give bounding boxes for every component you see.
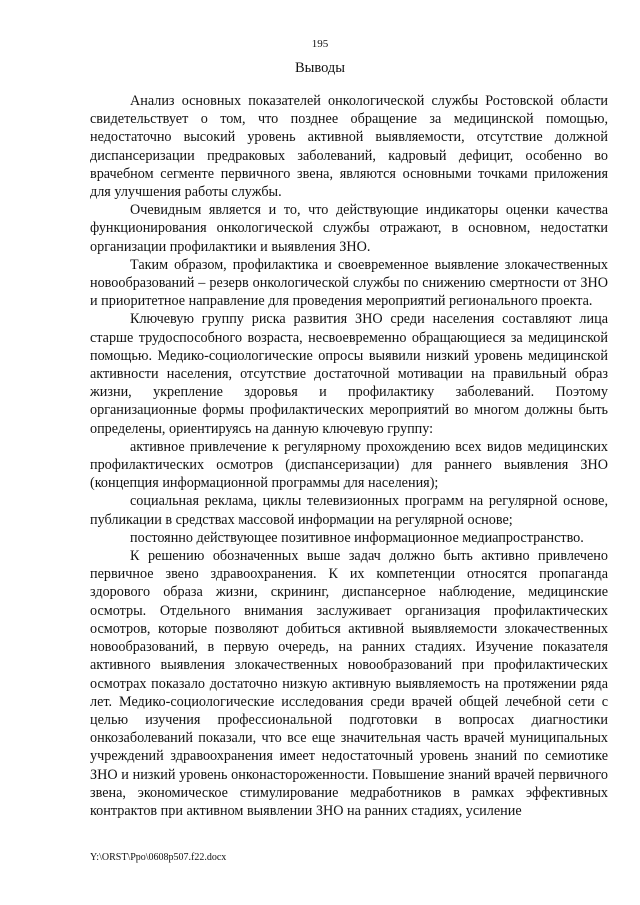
paragraph: Очевидным является и то, что действующие индикаторы оценки качества функционирования онкологической службы отражают, в основном, недостатки организации профилактики и выявления ЗНО.	[90, 202, 608, 255]
document-body	[90, 92, 608, 820]
page-number: 195	[311, 38, 329, 50]
paragraph: Таким образом, профилактика и своевременное выявление злокачественных новообразований – резерв онкологической службы по снижению смертности от ЗНО и приоритетное направление для проведения мероприятий регионального проекта.	[90, 256, 608, 310]
footer-file-path: Y:\ORST\Ppo\0608p507.f22.docx	[90, 852, 227, 863]
list-item: социальная реклама, циклы телевизионных программ на регулярной основе, публикации в средствах массовой информации на регулярной основе;	[90, 493, 608, 528]
section-heading: Выводы	[294, 60, 346, 76]
paragraph: Ключевую группу риска развития ЗНО среди населения составляют лица старше трудоспособного возраста, несвоевременно обращающиеся за медицинской помощью. Медико-социологические опросы выявили низкий уровень медицинской активности населения, отсутствие достаточной мотивации на правильный образ жизни, укрепление здоровья и профилактику заболеваний. Поэтому организационные формы профилактических мероприятий во многом должны быть определены, ориентируясь на данную ключевую группу:	[90, 311, 608, 437]
paragraph: Анализ основных показателей онкологической службы Ростовской области свидетельствует о том, что позднее обращение за медицинской помощью, недостаточно высокий уровень активной выявляемости, отсутствие должной диспансеризации предраковых заболеваний, кадровый дефицит, особенно во врачебном сегменте первичного звена, являются основными точками приложения для улучшения работы службы.	[90, 93, 608, 201]
list-item: активное привлечение к регулярному прохождению всех видов медицинских профилактических осмотров (диспансеризации) для раннего выявления ЗНО (концепция информационной программы для населения);	[90, 438, 608, 492]
paragraph: К решению обозначенных выше задач должно быть активно привлечено первичное звено здравоохранения. К их компетенции относятся пропаганда здорового образа жизни, скрининг, диспансерное наблюдение, медицинские осмотры. Отдельного внимания заслуживает организация профилактических осмотров, которые позволяют добиться активной выявляемости злокачественных новообразований, в первую очередь, на ранних стадиях. Изучение показателя активного выявления злокачественных новообразований при профилактических осмотрах показало достаточно низкую активную выявляемость на протяжении ряда лет. Медико-социологические исследования среди врачей общей лечебной сети с целью изучения профессиональной подготовки в вопросах диагностики онкозаболеваний показали, что все еще значительная часть врачей муниципальных учреждений здравоохранения имеет недостаточный уровень знаний по семиотике ЗНО и низкий уровень онконастороженности. Повышение знаний врачей первичного звена, экономическое стимулирование медработников в рамках эффективных контрактов при активном выявлении ЗНО на ранних стадиях, усиление	[90, 548, 608, 819]
list-item: постоянно действующее позитивное информационное медиапространство.	[130, 529, 584, 546]
